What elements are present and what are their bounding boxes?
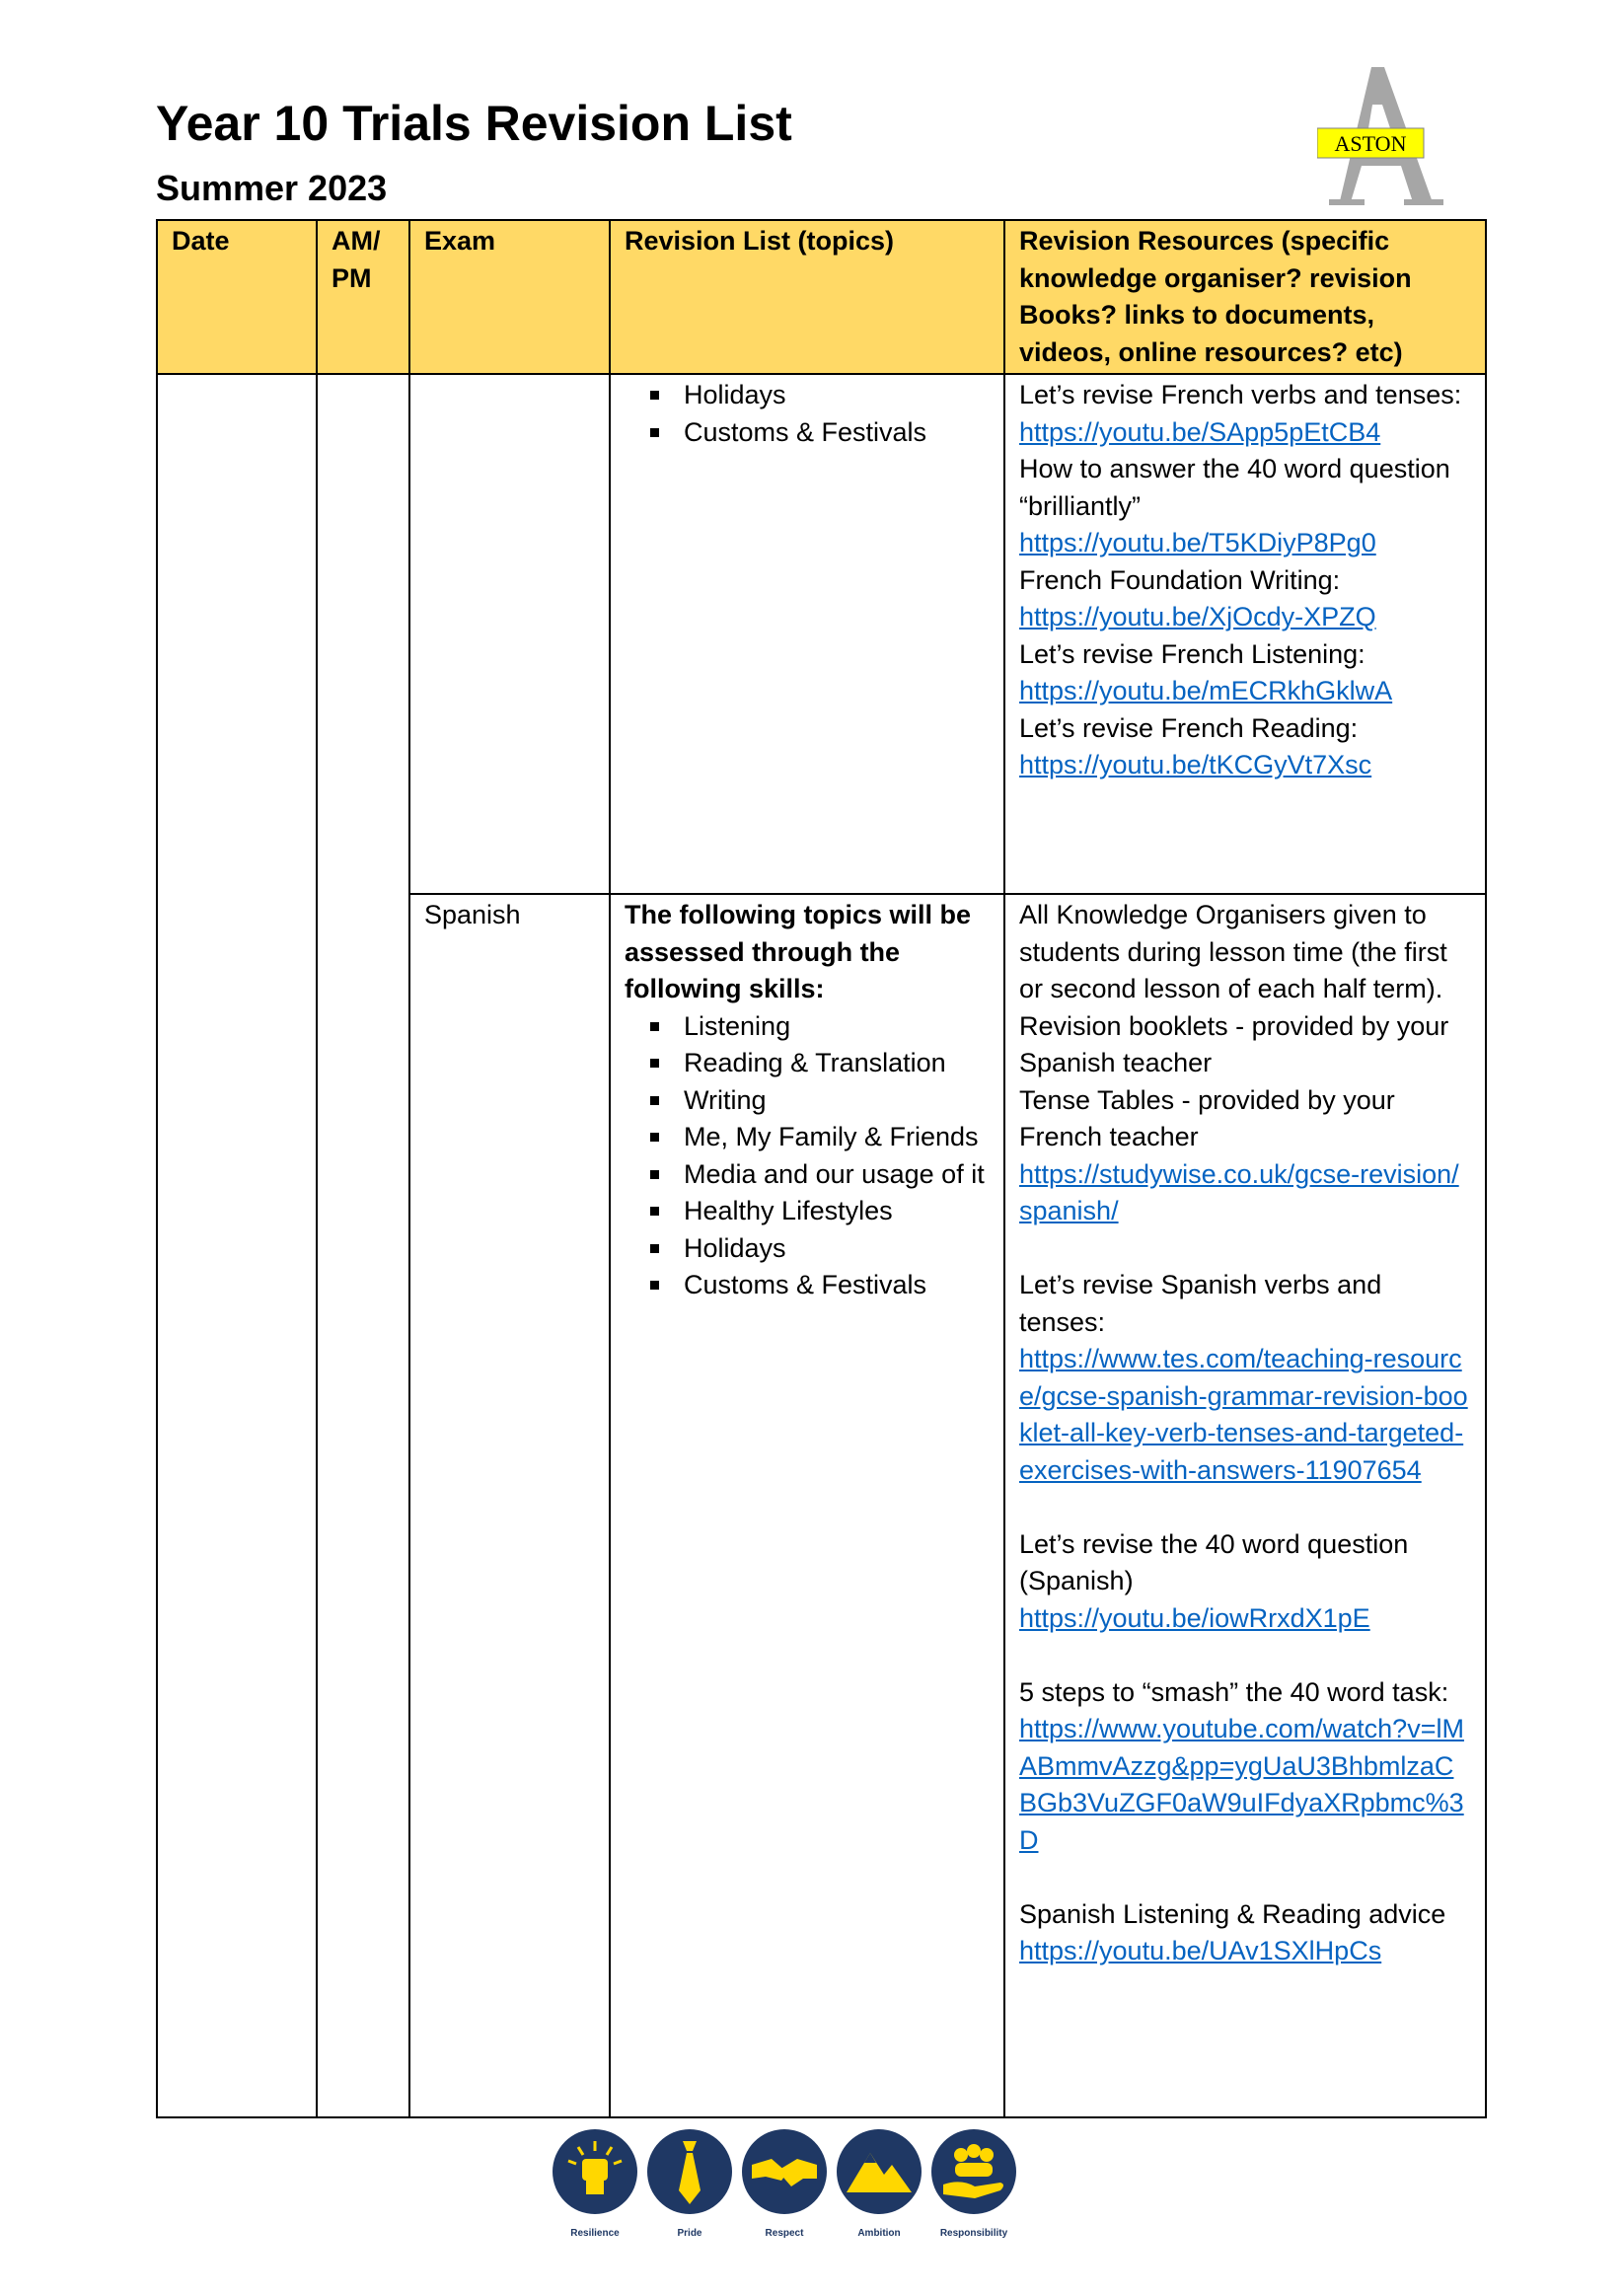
blank-line [1019,1859,1471,1896]
value-label: Ambition [857,2228,901,2239]
aston-logo [1317,67,1445,210]
mountain-icon [837,2129,922,2214]
topics-list [625,377,990,451]
list-item: Reading & Translation [646,1045,990,1082]
resource-link[interactable]: https://youtu.be/mECRkhGklwA [1019,676,1393,705]
table-row [157,374,1486,894]
value-resilience [553,2129,637,2239]
value-label: Resilience [570,2228,620,2239]
blank-line [1019,1637,1471,1674]
logo-text: ASTON [1334,131,1407,156]
value-ambition [837,2129,922,2239]
resource-link[interactable]: https://www.youtube.com/watch?v=lMABmmvAzzg&pp=ygUaU3BhbmlzaCBGb3VuZGF0aW9uIFdyaXRpbmc%3D [1019,1714,1464,1855]
exam-cell [409,374,610,894]
list-item: Writing [646,1082,990,1120]
revision-table [156,219,1487,2118]
school-values-footer [553,2129,1016,2248]
am-pm-cell [317,374,409,2117]
list-item: Me, My Family & Friends [646,1119,990,1156]
resource-text: Let’s revise French Reading: [1019,712,1359,743]
resource-text: Let’s revise French Listening: [1019,638,1366,669]
header-revision-list: Revision List (topics) [610,220,1004,374]
list-item: Healthy Lifestyles [646,1193,990,1230]
list-item: Listening [646,1008,990,1046]
value-label: Responsibility [939,2228,1008,2239]
resources-cell [1004,374,1486,894]
fist-icon [553,2129,637,2214]
page-title: Year 10 Trials Revision List [156,96,792,151]
list-item: Holidays [646,377,990,414]
resource-link[interactable]: https://youtu.be/SApp5pEtCB4 [1019,416,1381,447]
resource-text: Spanish Listening & Reading advice [1019,1898,1446,1929]
resource-text: Revision booklets - provided by your Spanish teacher [1019,1010,1449,1077]
value-label: Respect [765,2228,804,2239]
exam-cell: Spanish [409,894,610,2117]
value-responsibility [931,2129,1016,2239]
table-header-row [157,220,1486,374]
resource-link[interactable]: https://youtu.be/UAv1SXlHpCs [1019,1936,1382,1965]
resource-link[interactable]: https://youtu.be/XjOcdy-XPZQ [1019,602,1376,631]
resource-text: 5 steps to “smash” the 40 word task: [1019,1676,1449,1707]
topics-cell [610,894,1004,2117]
tie-icon [647,2129,732,2214]
topics-cell [610,374,1004,894]
value-pride [647,2129,732,2239]
resource-text: Let’s revise the 40 word question (Spanish) [1019,1528,1409,1595]
resource-link[interactable]: https://youtu.be/tKCGyVt7Xsc [1019,750,1372,779]
resource-text: All Knowledge Organisers given to students during lesson time (the first or second lesson of each half term). [1019,900,1447,1003]
resource-text: French Foundation Writing: [1019,564,1341,595]
resource-text: How to answer the 40 word question “brilliantly” [1019,454,1450,521]
header-exam: Exam [409,220,610,374]
resources-cell [1004,894,1486,2117]
header-revision-resources: Revision Resources (specific knowledge organiser? revision Books? links to documents, videos, online resources? etc) [1004,220,1486,374]
list-item: Media and our usage of it [646,1156,990,1194]
handshake-icon [742,2129,827,2214]
resource-text: Let’s revise Spanish verbs and tenses: [1019,1270,1382,1337]
people-hand-icon [931,2129,1016,2214]
value-respect [742,2129,827,2239]
value-label: Pride [677,2228,702,2239]
resource-link[interactable]: https://studywise.co.uk/gcse-revision/spanish/ [1019,1158,1459,1225]
list-item: Holidays [646,1230,990,1268]
resource-link[interactable]: https://www.tes.com/teaching-resource/gcse-spanish-grammar-revision-booklet-all-key-verb-tenses-and-targeted-exercises-with-answers-11907654 [1019,1344,1468,1485]
resource-text: Tense Tables - provided by your French teacher [1019,1084,1395,1151]
blank-line [1019,1230,1471,1268]
blank-line [1019,1489,1471,1526]
topics-lead: The following topics will be assessed through the following skills: [625,900,971,1003]
resource-link[interactable]: https://youtu.be/T5KDiyP8Pg0 [1019,528,1376,557]
header-date: Date [157,220,317,374]
page-subtitle: Summer 2023 [156,168,388,208]
header-am-pm: AM/ PM [317,220,409,374]
list-item: Customs & Festivals [646,1267,990,1304]
date-cell [157,374,317,2117]
resource-link[interactable]: https://youtu.be/iowRrxdX1pE [1019,1602,1370,1633]
list-item: Customs & Festivals [646,414,990,452]
resource-text: Let’s revise French verbs and tenses: [1019,380,1462,409]
topics-list [625,1008,990,1304]
